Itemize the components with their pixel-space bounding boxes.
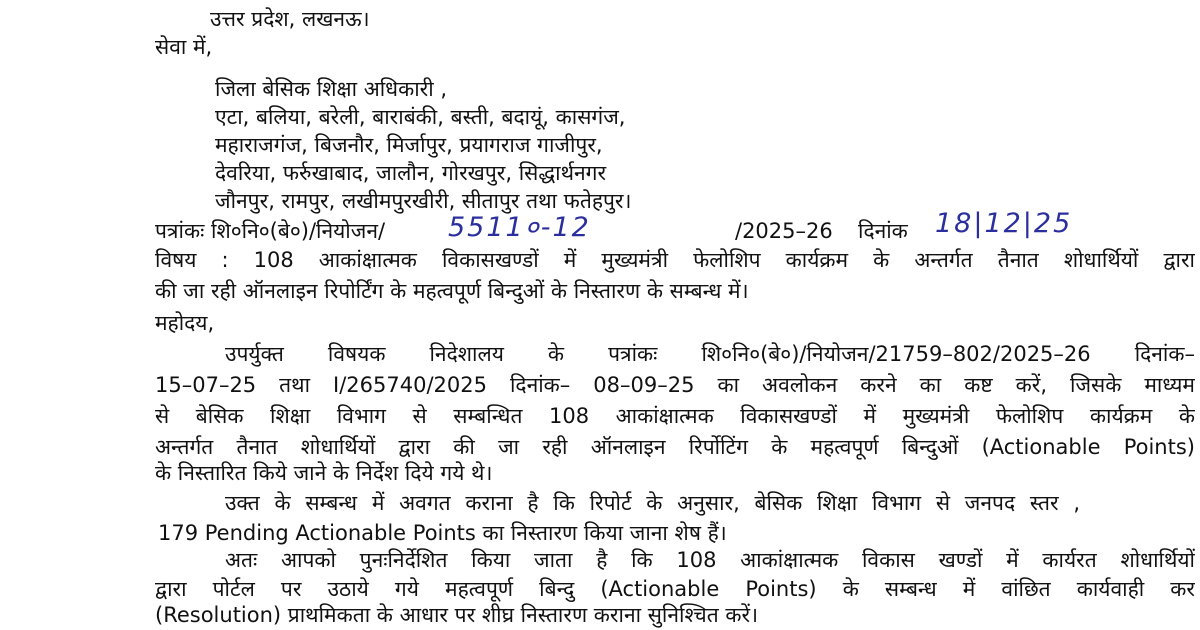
body-line: उक्त के सम्बन्ध में अवगत कराना है कि रिपोर्ट के अनुसार, बेसिक शिक्षा विभाग से जनपद स्तर , [225,491,1080,515]
body-line: के निस्तारित किये जाने के निर्देश दिये गये थे। [155,461,493,485]
body-line: उपर्युक्त विषयक निदेशालय के पत्रांकः शि०नि०(बे०)/नियोजन/21759–802/2025–26 दिनांक– [225,342,1195,366]
recipient-title: जिला बेसिक शिक्षा अधिकारी , [215,77,448,101]
subject-line: विषय : 108 आकांक्षात्मक विकासखण्डों में मुख्यमंत्री फेलोशिप कार्यक्रम के अन्तर्गत तैनात शोधार्थियों द्वारा [155,248,1195,272]
recipient-districts-line: जौनपुर, रामपुर, लखीमपुरखीरी, सीतापुर तथा फतेहपुर। [215,189,632,213]
handwritten-date: 18|12|25 [935,208,1073,239]
body-line: अन्तर्गत तैनात शोधार्थियों द्वारा की जा रही ऑनलाइन रिर्पोटिंग के महत्वपूर्ण बिन्दुओं (Actionable Points) [155,435,1195,459]
recipient-districts-line: महाराजगंज, बिजनौर, मिर्जापुर, प्रयागराज गाजीपुर, [215,133,603,157]
body-line: से बेसिक शिक्षा विभाग से सम्बन्धित 108 आकांक्षात्मक विकासखण्डों में मुख्यमंत्री फेलोशिप कार्यक्रम के [155,404,1195,428]
body-line: 15–07–25 तथा I/265740/2025 दिनांक– 08–09–25 का अवलोकन करने का कष्ट करें, जिसके माध्यम [155,373,1195,397]
subject-line: की जा रही ऑनलाइन रिपोर्टिंग के महत्वपूर्ण बिन्दुओं के निस्तारण के सम्बन्ध में। [155,279,749,303]
greeting: महोदय, [155,311,215,335]
reference-year: /2025–26 [735,219,833,243]
recipient-districts-line: एटा, बलिया, बरेली, बाराबंकी, बस्ती, बदायूं, कासगंज, [215,105,626,129]
reference-date-label: दिनांक [858,219,908,243]
body-line: द्वारा पोर्टल पर उठाये गये महत्वपूर्ण बिन्दु (Actionable Points) के सम्बन्ध में वांछित कार्यवाही कर [155,577,1195,601]
office-address: उत्तर प्रदेश, लखनऊ। [210,7,370,31]
body-line: (Resolution) प्राथमिकता के आधार पर शीघ्र निस्तारण कराना सुनिश्चित करें। [155,603,759,627]
salutation-to: सेवा में, [155,35,213,59]
body-line: अतः आपको पुनःनिर्देशित किया जाता है कि 108 आकांक्षात्मक विकास खण्डों में कार्यरत शोधार्थियों [225,548,1195,572]
handwritten-letter-number: 5511०-12 [448,212,591,243]
body-line: 179 Pending Actionable Points का निस्तारण किया जाना शेष हैं। [158,521,727,545]
reference-prefix: पत्रांकः शि०नि०(बे०)/नियोजन/ [155,219,386,243]
recipient-districts-line: देवरिया, फर्रुखाबाद, जालौन, गोरखपुर, सिद्धार्थनगर [215,161,607,185]
